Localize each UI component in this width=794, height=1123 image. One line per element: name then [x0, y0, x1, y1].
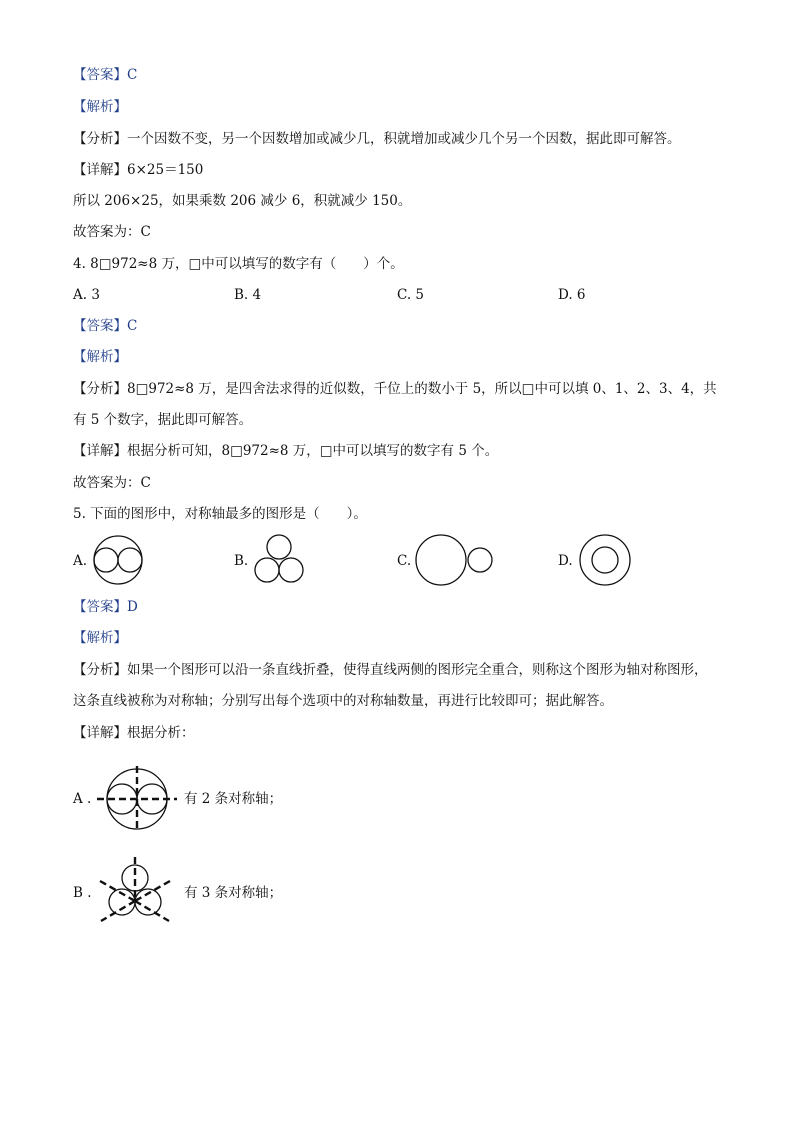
- detail-sentence-q3: 所以 206×25，如果乘数 206 减少 6，积就减少 150。: [73, 193, 412, 209]
- q4-option-a: A. 3: [73, 287, 100, 303]
- q5-option-b-label: B.: [234, 553, 249, 569]
- figure-a-two-circles-in-circle: [90, 533, 160, 588]
- analysis-text-q3: 【分析】一个因数不变，另一个因数增加或减少几，积就增加或减少几个另一个因数，据此即可解答。: [73, 131, 681, 147]
- answer-label-q4: 【答案】C: [73, 318, 138, 334]
- q5-option-a-label: A.: [73, 553, 88, 569]
- figure-b-three-circles: [250, 533, 310, 588]
- question-5: 5. 下面的图形中，对称轴最多的图形是（ ）。: [73, 506, 367, 522]
- analysis-heading-q4: 【解析】: [73, 349, 127, 365]
- detail-text-q3: 【详解】6×25＝150: [73, 162, 204, 178]
- analysis-text-q5-line2: 这条直线被称为对称轴；分别写出每个选项中的对称轴数量，再进行比较即可；据此解答。: [73, 693, 613, 709]
- q4-option-c: C. 5: [397, 287, 425, 303]
- q4-option-b: B. 4: [234, 287, 262, 303]
- q4-option-d: D. 6: [558, 287, 586, 303]
- conclusion-q3: 故答案为：C: [73, 224, 151, 240]
- analysis-text-q4-line1: 【分析】8□972≈8 万，是四舍法求得的近似数，千位上的数小于 5，所以□中可以填 0、1、2、3、4，共: [73, 381, 717, 397]
- question-4: 4. 8□972≈8 万，□中可以填写的数字有（ ）个。: [73, 256, 404, 272]
- figure-b-with-symmetry-axes: [95, 855, 175, 927]
- answer-label-q5: 【答案】D: [73, 599, 138, 615]
- figure-a-with-symmetry-axes: [95, 766, 180, 832]
- detail-a-label: A .: [73, 791, 92, 807]
- detail-a-text: 有 2 条对称轴；: [184, 791, 283, 807]
- detail-text-q4: 【详解】根据分析可知，8□972≈8 万，□中可以填写的数字有 5 个。: [73, 443, 499, 459]
- analysis-text-q5-line1: 【分析】如果一个图形可以沿一条直线折叠，使得直线两侧的图形完全重合，则称这个图形为轴对称图形，: [73, 662, 708, 678]
- detail-b-text: 有 3 条对称轴；: [184, 885, 283, 901]
- detail-text-q5: 【详解】根据分析：: [73, 725, 195, 741]
- figure-c-big-and-small-circle: [414, 533, 499, 588]
- figure-d-concentric-circles: [578, 533, 638, 588]
- answer-label-q3: 【答案】C: [73, 67, 138, 83]
- analysis-heading-q5: 【解析】: [73, 630, 127, 646]
- q5-option-d-label: D.: [558, 553, 573, 569]
- analysis-text-q4-line2: 有 5 个数字，据此即可解答。: [73, 412, 253, 428]
- conclusion-q4: 故答案为：C: [73, 475, 151, 491]
- q5-option-c-label: C.: [397, 553, 412, 569]
- detail-b-label: B .: [73, 885, 92, 901]
- analysis-heading-q3: 【解析】: [73, 99, 127, 115]
